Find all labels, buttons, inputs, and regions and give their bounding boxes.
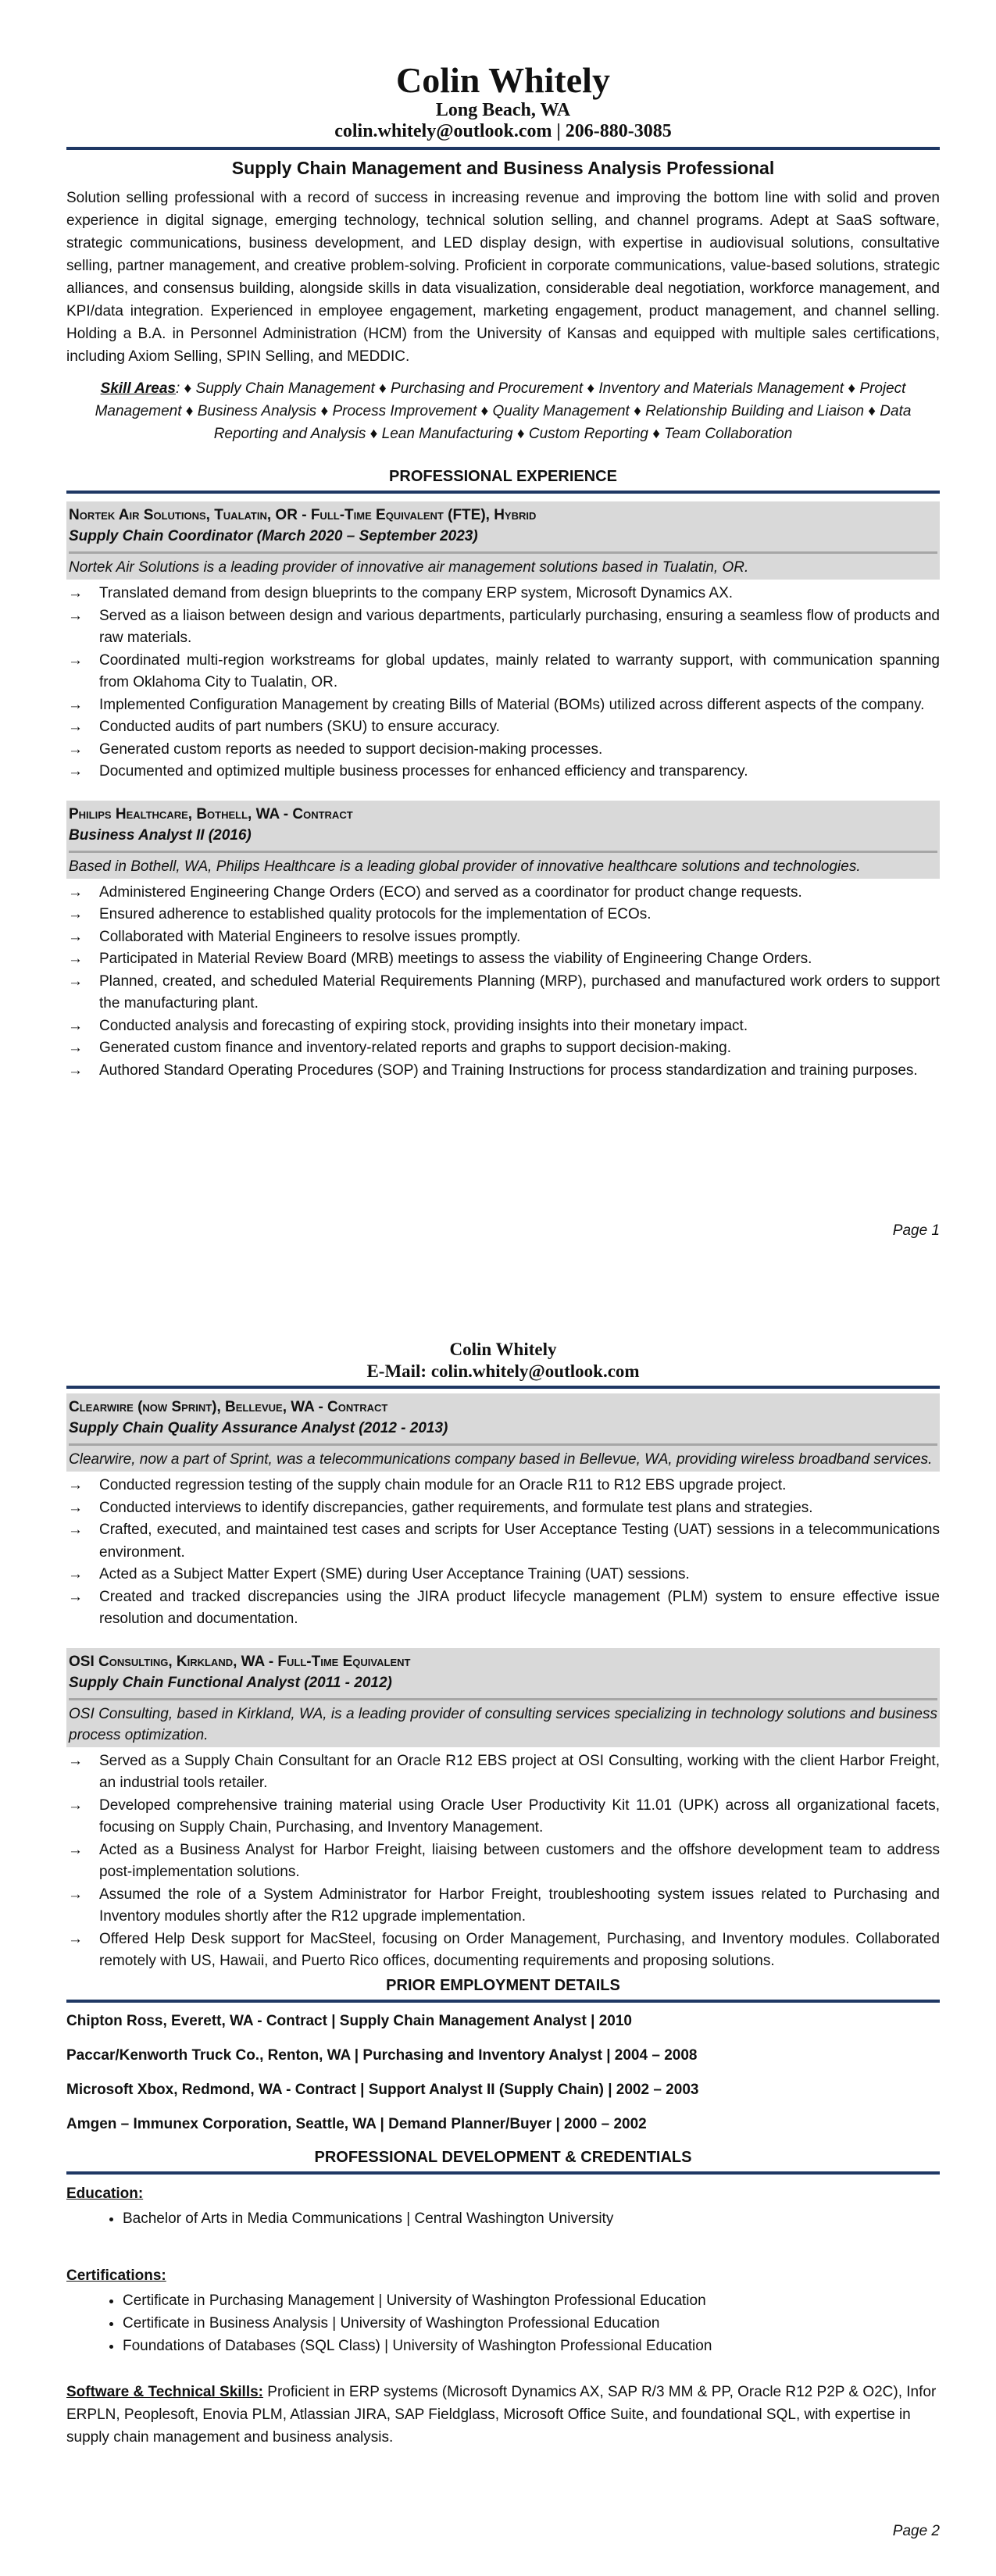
list-item <box>66 605 940 650</box>
arrow-icon: → <box>68 1499 83 1516</box>
skill-item: Lean Manufacturing <box>381 426 513 442</box>
arrow-icon: → <box>68 883 83 901</box>
arrow-icon: → <box>68 1522 83 1538</box>
bullet-text: Conducted regression testing of the supply chain module for an Oracle R11 to R12 EBS upgrade project. <box>99 1477 787 1493</box>
job-header <box>66 501 940 580</box>
bullet-text: Documented and optimized multiple business processes for enhanced efficiency and transparency. <box>99 763 748 780</box>
candidate-name: Colin Whitely <box>449 1340 557 1359</box>
bullet-text: Acted as a Subject Matter Expert (SME) during User Acceptance Training (UAT) sessions. <box>99 1566 690 1582</box>
arrow-icon: → <box>68 1796 83 1814</box>
arrow-icon: → <box>68 585 83 601</box>
arrow-icon: → <box>68 607 83 624</box>
job-header <box>66 1393 940 1472</box>
skill-areas-label: Skill Areas <box>100 380 176 397</box>
arrow-icon: → <box>68 651 83 669</box>
list-item <box>66 882 940 904</box>
list-item <box>66 1519 940 1564</box>
skill-item: Quality Management <box>492 403 630 419</box>
certification-item: • Foundations of Databases (SQL Class) | University of Washington Professional Education <box>123 2335 940 2357</box>
achievement-list <box>66 583 940 783</box>
arrow-icon: → <box>68 906 83 922</box>
divider <box>66 1386 940 1389</box>
arrow-icon: → <box>68 951 83 967</box>
list-item <box>66 1037 940 1060</box>
list-item <box>66 1884 940 1928</box>
list-item <box>66 694 940 717</box>
company-line: Nortek Air Solutions, Tualatin, OR - Full-Time Equivalent (FTE), Hybrid <box>69 507 537 523</box>
list-item <box>66 1928 940 1973</box>
page-number: Page 2 <box>892 2523 940 2539</box>
bullet-text: Created and tracked discrepancies using the JIRA product lifecycle management (PLM) system to ensure effective issue resolution and documentation. <box>99 1588 940 1627</box>
arrow-icon: → <box>68 1017 83 1034</box>
job-entry <box>66 1648 940 1973</box>
list-item <box>66 739 940 762</box>
arrow-icon: → <box>68 1061 83 1079</box>
candidate-name: Colin Whitely <box>396 60 610 100</box>
list-item <box>66 1586 940 1631</box>
list-item <box>66 948 940 971</box>
arrow-icon: → <box>68 740 83 758</box>
contact-info: colin.whitely@outlook.com | 206-880-3085 <box>334 121 672 141</box>
divider <box>66 2000 940 2003</box>
skill-item: Custom Reporting <box>528 426 648 442</box>
list-item <box>66 1839 940 1884</box>
certifications-label: Certifications: <box>66 2267 166 2284</box>
bullet-text: Authored Standard Operating Procedures (SOP) and Training Instructions for process standardization and training purposes. <box>99 1061 918 1079</box>
arrow-icon: → <box>68 1930 83 1947</box>
bullet-text: Generated custom finance and inventory-related reports and graphs to support decision-making. <box>99 1040 732 1056</box>
list-item <box>66 1475 940 1497</box>
bullet-text: Administered Engineering Change Orders (ECO) and served as a coordinator for product change requests. <box>99 883 802 901</box>
achievement-list <box>66 1750 940 1973</box>
certification-item: • Certificate in Business Analysis | University of Washington Professional Education <box>123 2312 940 2335</box>
divider <box>66 147 940 150</box>
divider <box>66 491 940 494</box>
skill-item: Relationship Building and Liaison <box>645 403 865 419</box>
list-item <box>66 1795 940 1839</box>
certification-item: • Certificate in Purchasing Management | University of Washington Professional Education <box>123 2289 940 2312</box>
bullet-text: Participated in Material Review Board (MRB) meetings to assess the viability of Engineering Change Orders. <box>99 951 812 967</box>
bullet-text: Crafted, executed, and maintained test cases and scripts for User Acceptance Testing (UAT) sessions in a telecommunications environment. <box>99 1522 940 1561</box>
location: Long Beach, WA <box>435 100 571 120</box>
list-item <box>66 971 940 1015</box>
arrow-icon: → <box>68 972 83 990</box>
company-line: Philips Healthcare, Bothell, WA - Contract <box>69 805 353 822</box>
job-header <box>66 801 940 879</box>
technical-skills <box>66 2381 940 2449</box>
arrow-icon: → <box>68 928 83 945</box>
company-description: OSI Consulting, based in Kirkland, WA, is a leading provider of consulting services specializing in technology solutions and business process optimization. <box>69 1705 937 1743</box>
job-title: Business Analyst II (2016) <box>69 825 937 853</box>
arrow-icon: → <box>68 696 83 713</box>
list-item <box>66 650 940 694</box>
section-heading-prior: PRIOR EMPLOYMENT DETAILS <box>386 1976 620 1994</box>
arrow-icon: → <box>68 1588 83 1605</box>
section-heading-experience: PROFESSIONAL EXPERIENCE <box>389 468 617 485</box>
bullet-text: Implemented Configuration Management by creating Bills of Material (BOMs) utilized across different aspects of the company. <box>99 696 925 713</box>
list-item <box>66 1564 940 1586</box>
arrow-icon: → <box>68 1841 83 1858</box>
bullet-text: Planned, created, and scheduled Material Requirements Planning (MRP), purchased and manufactured work orders to support the manufacturing plant. <box>99 972 940 1011</box>
bullet-text: Developed comprehensive training material using Oracle User Productivity Kit 11.01 (UPK) across all organizational facets, focusing on Supply Chain, Purchasing, and Inventory Management. <box>99 1796 940 1836</box>
skill-item: Inventory and Materials Management <box>598 380 844 397</box>
bullet-text: Acted as a Business Analyst for Harbor Freight, liaising between customers and the offshore development team to address post-implementation solutions. <box>99 1841 940 1880</box>
bullet-text: Offered Help Desk support for MacSteel, focusing on Order Management, Purchasing, and Inventory modules. Collaborated remotely with US, Hawaii, and Puerto Rico offices, documenting requirements and proposing solutions. <box>99 1930 940 1969</box>
bullet-text: Assumed the role of a System Administrator for Harbor Freight, troubleshooting system issues related to Purchasing and Inventory modules shortly after the R12 upgrade implementation. <box>99 1886 940 1925</box>
list-item <box>66 1015 940 1038</box>
company-description: Clearwire, now a part of Sprint, was a telecommunications company based in Bellevue, WA, providing wireless broadband services. <box>69 1451 933 1468</box>
skill-item: Purchasing and Procurement <box>391 380 584 397</box>
skill-item: Supply Chain Management <box>195 380 375 397</box>
prior-employment-item: Paccar/Kenworth Truck Co., Renton, WA | Purchasing and Inventory Analyst | 2004 – 2008 <box>66 2046 698 2064</box>
bullet-text: Conducted analysis and forecasting of expiring stock, providing insights into their monetary impact. <box>99 1017 748 1034</box>
skill-item: Team Collaboration <box>664 426 793 442</box>
arrow-icon: → <box>68 1566 83 1582</box>
bullet-text: Translated demand from design blueprints to the company ERP system, Microsoft Dynamics AX. <box>99 585 734 601</box>
achievement-list <box>66 882 940 1083</box>
bullet-text: Conducted interviews to identify discrepancies, gather requirements, and formulate test plans and strategies. <box>99 1499 813 1516</box>
arrow-icon: → <box>68 1040 83 1056</box>
list-item <box>66 926 940 949</box>
list-item <box>66 716 940 739</box>
company-line: OSI Consulting, Kirkland, WA - Full-Time Equivalent <box>69 1653 411 1670</box>
skill-areas: Skill Areas: ♦ Supply Chain Management ♦ Purchasing and Procurement ♦ Inventory and Materials Management ♦ Project Management ♦ Business Analysis ♦ Process Improvement ♦ Quality Management ♦ Relationship Building and Liaison ♦ Data Reporting and Analysis ♦ Lean Manufacturing ♦ Custom Reporting ♦ Team Collaboration <box>95 380 912 442</box>
arrow-icon: → <box>68 1477 83 1493</box>
technical-skills-text: Proficient in ERP systems (Microsoft Dynamics AX, SAP R/3 MM & PP, Oracle R12 P2P & O2C), Infor ERPLN, Peoplesoft, Enovia PLM, Atlassian JIRA, SAP Fieldglass, Microsoft Office Suite, and foundational SQL, with expertise in supply chain management and business analysis. <box>66 2383 937 2446</box>
headline: Supply Chain Management and Business Analysis Professional <box>231 158 775 178</box>
job-title: Supply Chain Coordinator (March 2020 – September 2023) <box>69 526 937 554</box>
bullet-text: Coordinated multi-region workstreams for global updates, mainly related to warranty support, with communication spanning from Oklahoma City to Tualatin, OR. <box>99 651 940 690</box>
arrow-icon: → <box>68 1886 83 1903</box>
job-entry <box>66 801 940 1083</box>
prior-employment-item: Microsoft Xbox, Redmond, WA - Contract | Support Analyst II (Supply Chain) | 2002 – 2003 <box>66 2081 699 2098</box>
resume-page-2 <box>0 1289 996 2576</box>
list-item <box>66 1750 940 1795</box>
page-number: Page 1 <box>892 1222 940 1239</box>
company-description: Based in Bothell, WA, Philips Healthcare is a leading global provider of innovative healthcare solutions and technologies. <box>69 858 861 875</box>
education-label: Education: <box>66 2185 144 2202</box>
arrow-icon: → <box>68 1752 83 1769</box>
achievement-list <box>66 1475 940 1631</box>
skill-item: Data Reporting and Analysis <box>213 403 912 442</box>
education-item: • Bachelor of Arts in Media Communications | Central Washington University <box>123 2207 940 2230</box>
list-item <box>66 583 940 605</box>
email-line: E-Mail: colin.whitely@outlook.com <box>366 1361 640 1381</box>
prior-employment-item: Amgen – Immunex Corporation, Seattle, WA | Demand Planner/Buyer | 2000 – 2002 <box>66 2115 647 2132</box>
summary: Solution selling professional with a record of success in increasing revenue and improving the bottom line with solid and proven experience in digital signage, emerging technology, technical solution selling, and channel programs. Adept at SaaS software, strategic communications, business development, and LED display design, with expertise in audiovisual solutions, consultative selling, partner management, and creative problem-solving. Proficient in corporate communications, value-based solutions, strategic alliances, and consensus building, alongside skills in data visualization, considerable deal negotiation, workforce management, and KPI/data integration. Experienced in employee engagement, marketing engagement, product management, and channel selling. Holding a B.A. in Personnel Administration (HCM) from the University of Kansas and equipped with multiple sales certifications, including Axiom Selling, SPIN Selling, and MEDDIC. <box>66 190 940 365</box>
list-item <box>66 1497 940 1520</box>
bullet-text: Served as a liaison between design and various departments, particularly purchasing, ensuring a seamless flow of products and raw materials. <box>99 607 940 646</box>
job-entry <box>66 1393 940 1631</box>
technical-skills-label: Software & Technical Skills: <box>66 2383 264 2400</box>
skill-item: Process Improvement <box>332 403 477 419</box>
company-description: Nortek Air Solutions is a leading provider of innovative air management solutions based in Tualatin, OR. <box>69 559 749 576</box>
job-title: Supply Chain Functional Analyst (2011 - 2012) <box>69 1672 937 1700</box>
job-header <box>66 1648 940 1747</box>
arrow-icon: → <box>68 719 83 735</box>
list-item <box>66 761 940 783</box>
job-entry <box>66 501 940 783</box>
divider <box>66 2171 940 2175</box>
list-item <box>66 904 940 926</box>
bullet-text: Generated custom reports as needed to support decision-making processes. <box>99 740 603 758</box>
company-line: Clearwire (now Sprint), Bellevue, WA - Contract <box>69 1399 388 1415</box>
bullet-text: Collaborated with Material Engineers to resolve issues promptly. <box>99 928 521 945</box>
skill-item: Project Management <box>95 380 906 419</box>
skill-item: Business Analysis <box>197 403 317 419</box>
prior-employment-item: Chipton Ross, Everett, WA - Contract | Supply Chain Management Analyst | 2010 <box>66 2012 632 2029</box>
bullet-text: Conducted audits of part numbers (SKU) to ensure accuracy. <box>99 719 500 735</box>
arrow-icon: → <box>68 763 83 780</box>
job-title: Supply Chain Quality Assurance Analyst (2012 - 2013) <box>69 1418 937 1446</box>
bullet-text: Ensured adherence to established quality protocols for the implementation of ECOs. <box>99 906 652 922</box>
section-heading-credentials: PROFESSIONAL DEVELOPMENT & CREDENTIALS <box>314 2148 692 2166</box>
list-item <box>66 1060 940 1083</box>
bullet-text: Served as a Supply Chain Consultant for an Oracle R12 EBS project at OSI Consulting, working with the client Harbor Freight, an industrial tools retailer. <box>99 1752 940 1791</box>
